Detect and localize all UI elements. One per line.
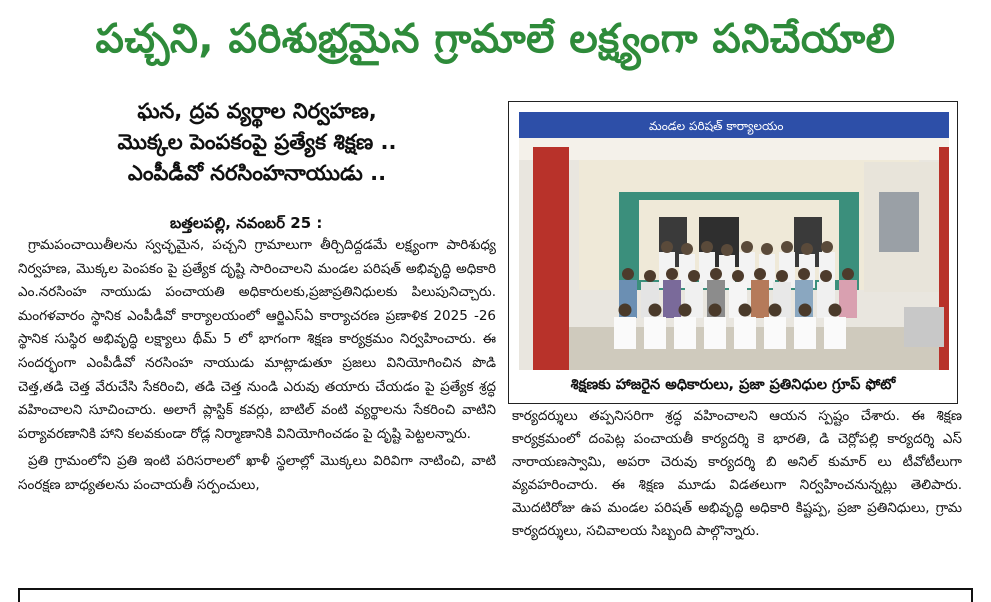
- subheadline: [18, 96, 496, 189]
- paragraph: గ్రామపంచాయితీలను స్వచ్ఛమైన, పచ్చని గ్రామాలుగా తీర్చిదిద్దడమే లక్ష్యంగా పారిశుధ్య నిర్వహణ, మొక్కల పెంపకం పై ప్రత్యేక దృష్టి సారించాలని మండల పరిషత్ అభివృద్ధి అధికారి ఎం.నరసింహ నాయుడు పంచాయతి అధికారులకు,ప్రజాప్రతినిధులకు పిలుపునిచ్చారు. మంగళవారం స్థానిక ఎంపీడీవో కార్యాలయంలో ఆర్జిఎస్ఏ కార్యాచరణ ప్రణాళిక 2025 -26 స్థానిక సుస్థిర అభివృద్ధి లక్ష్యాలు థీమ్ 5 లో భాగంగా శిక్షణ కార్యక్రమం నిర్వహించారు. ఈ సందర్భంగా ఎంపీడీవో నరసింహ నాయుడు మాట్లాడుతూ ప్రజలు వినియోగించిన పొడి చెత్త,తడి చెత్త వేరుచేసి సేకరించి, తడి చెత్త నుండి ఎరువు తయారు చేయడం పై ప్రత్యేక శ్రద్ధ వహించాలని సూచించారు. అలాగే ప్లాస్టిక్ కవర్లు, బాటిల్ వంటి వ్యర్థాలను సేకరించి వాటిని పర్యావరణానికి హాని కలవకుండా రోడ్ల నిర్మాణానికి వినియోగించడం పై దృష్టి పెట్టలన్నారు.: [18, 237, 496, 442]
- subheadline-line-1: ఘన, ద్రవ వ్యర్థాల నిర్వహణ,: [137, 99, 377, 123]
- next-article-border: [18, 588, 973, 602]
- headline: పచ్చని, పరిశుభ్రమైన గ్రామాలే లక్ష్యంగా పనిచేయాలి: [95, 16, 896, 62]
- paragraph: కార్యదర్శులు తప్పనిసరిగా శ్రద్ధ వహించాలని ఆయన స్పష్టం చేశారు. ఈ శిక్షణ కార్యక్రమంలో దంపెట్ల పంచాయతీ కార్యదర్శి కె భారతి, డి చెర్లోపల్లి కార్యదర్శి ఎస్ నారాయణస్వామి, అపరా చెరువు కార్యదర్శి బి అనిల్ కుమార్ లు టీవోటీలుగా వ్యవహరించారు. ఈ శిక్షణ మూడు విడతలుగా నిర్వహించనున్నట్లు తెలిపారు. మొదటిరోజు ఉప మండల పరిషత్ అభివృద్ధి అధికారి కిష్టప్ప, ప్రజా ప్రతినిధులు, గ్రామ కార్యదర్శులు, సచివాలయ సిబ్బంది పాల్గొన్నారు.: [512, 408, 962, 539]
- photo-caption: శిక్షణకు హాజరైన అధికారులు, ప్రజా ప్రతినిధుల గ్రూప్ ఫోటో: [570, 376, 896, 393]
- dateline: బత్తలపల్లి, నవంబర్ 25 :: [170, 214, 323, 232]
- building-sign-text: మండల పరిషత్ కార్యాలయం: [649, 119, 784, 133]
- subheadline-line-2: మొక్కల పెంపకంపై ప్రత్యేక శిక్షణ ..: [117, 130, 397, 154]
- subheadline-line-3: ఎంపీడీవో నరసింహనాయుడు ..: [127, 161, 387, 185]
- photo-frame: [508, 101, 958, 404]
- paragraph: ప్రతి గ్రామంలోని ప్రతి ఇంటి పరిసరాలలో ఖాళీ స్థలాల్లో మొక్కలు విరివిగా నాటించి, వాటి సంరక్షణ బాధ్యతలను పంచాయతీ సర్పంచులు,: [18, 453, 496, 493]
- group-photo-illustration: [519, 112, 949, 370]
- article-body-left: [18, 234, 496, 498]
- group-photo: [519, 112, 949, 370]
- article-body-right: [512, 405, 962, 543]
- pillar-left: [533, 147, 569, 370]
